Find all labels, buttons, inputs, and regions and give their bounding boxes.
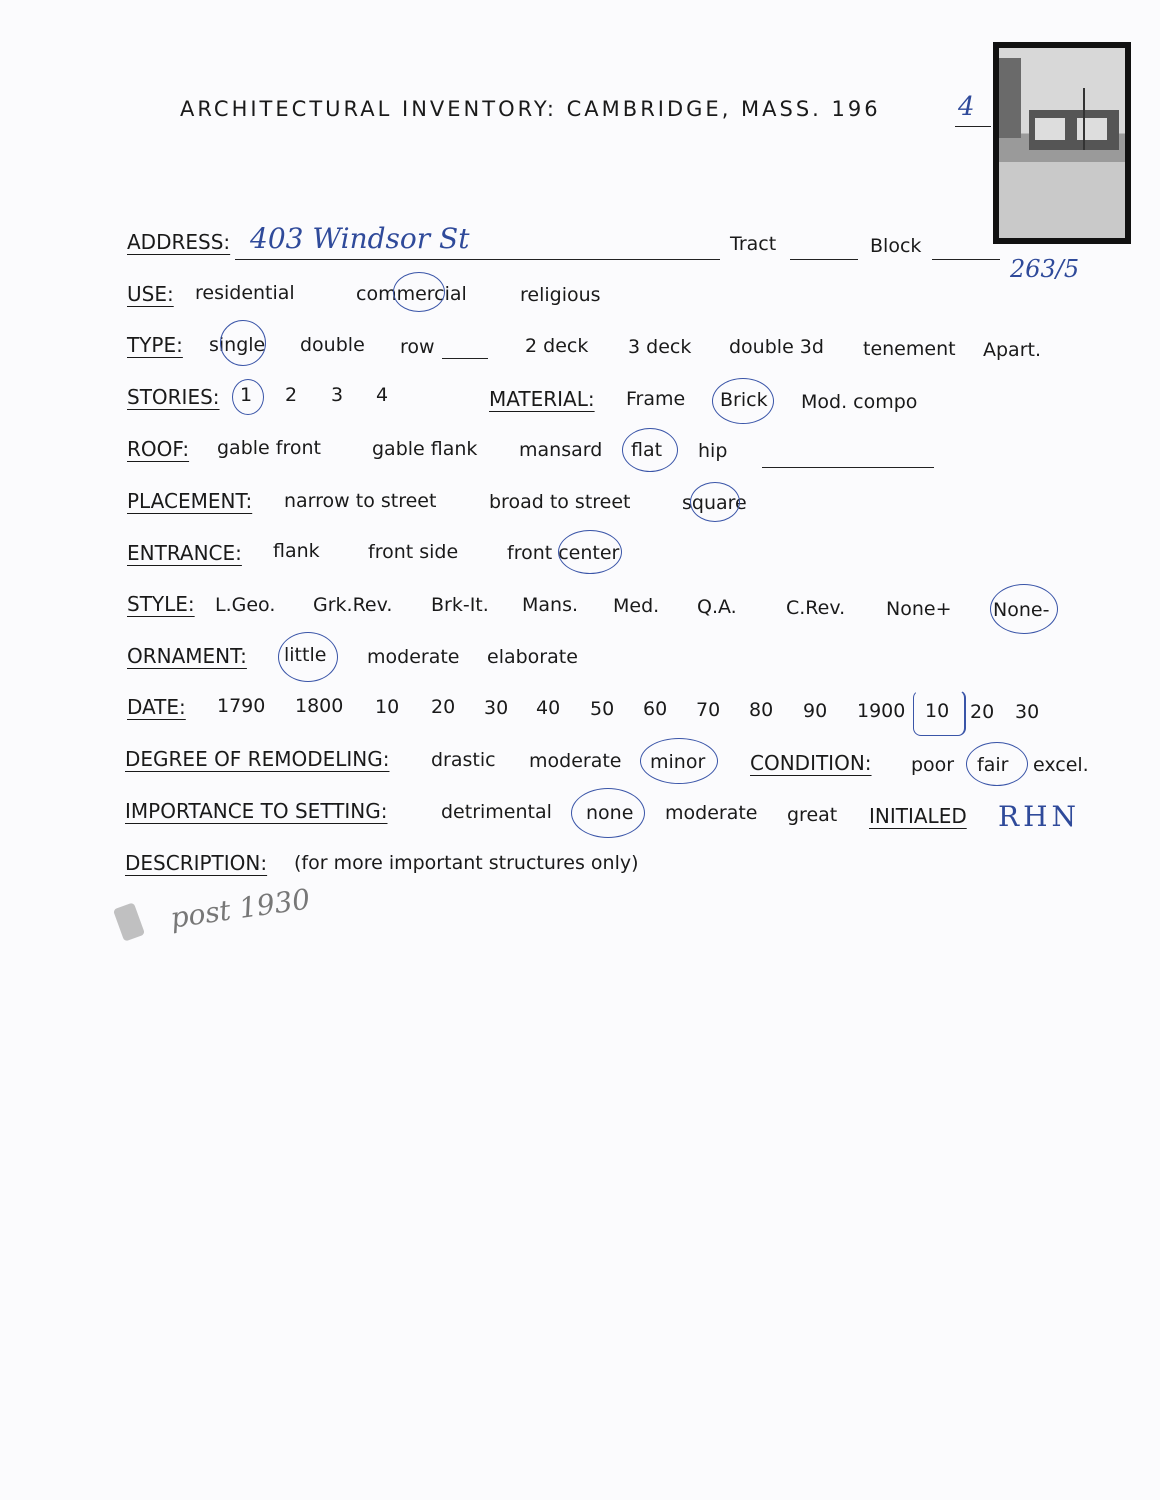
date-option-1930: 30: [1015, 701, 1040, 723]
style-option-mans: Mans.: [522, 594, 579, 616]
entrance-option-front-side: front side: [368, 541, 459, 563]
date-option-1830: 30: [484, 697, 509, 719]
importance-option-great: great: [787, 804, 838, 826]
use-option-commercial: commercial: [356, 283, 467, 305]
selection-circle-stories: [232, 379, 264, 415]
building-photo: [993, 42, 1131, 244]
condition-label: CONDITION:: [750, 751, 872, 775]
date-option-1900: 1900: [857, 700, 906, 722]
style-option-grkrev: Grk.Rev.: [313, 594, 393, 616]
roof-option-hip: hip: [698, 440, 728, 462]
selection-circle-ornament: [278, 632, 338, 682]
placement-option-narrow: narrow to street: [284, 490, 437, 512]
selection-bracket-date: [913, 690, 966, 736]
date-option-1790: 1790: [217, 695, 266, 717]
date-option-1910: 10: [925, 700, 950, 722]
date-option-1920: 20: [970, 701, 995, 723]
type-option-double: double: [300, 334, 365, 356]
remodeling-option-drastic: drastic: [431, 749, 496, 771]
date-option-1860: 60: [643, 698, 668, 720]
stories-option-3: 3: [331, 384, 344, 406]
entrance-label: ENTRANCE:: [127, 541, 242, 565]
stories-option-4: 4: [376, 384, 389, 406]
use-label: USE:: [127, 282, 174, 306]
type-option-apart: Apart.: [983, 339, 1042, 361]
entrance-option-front-center: front center: [507, 542, 620, 564]
date-option-1840: 40: [536, 697, 561, 719]
placement-option-square: square: [682, 492, 747, 514]
ornament-option-moderate: moderate: [367, 646, 460, 668]
block-value: 263/5: [1010, 255, 1080, 283]
entrance-option-flank: flank: [273, 540, 320, 562]
date-option-1870: 70: [696, 699, 721, 721]
year-digit: 4: [958, 92, 975, 122]
description-note: (for more important structures only): [294, 852, 639, 874]
date-option-1850: 50: [590, 698, 615, 720]
pencil-mark: [113, 902, 145, 941]
selection-circle-roof: [622, 428, 678, 472]
roof-option-gable-front: gable front: [217, 437, 321, 459]
type-option-single: single: [209, 334, 266, 356]
type-option-tenement: tenement: [863, 338, 956, 360]
selection-circle-placement: [690, 482, 740, 522]
description-handwritten: post 1930: [168, 882, 313, 935]
stories-option-1: 1: [240, 384, 253, 406]
style-option-med: Med.: [613, 595, 660, 617]
placement-label: PLACEMENT:: [127, 489, 253, 513]
style-option-none-plus: None+: [886, 598, 952, 620]
stories-option-2: 2: [285, 384, 298, 406]
placement-option-broad: broad to street: [489, 491, 631, 513]
date-option-1800: 1800: [295, 695, 344, 717]
style-option-lgeo: L.Geo.: [215, 594, 276, 616]
style-label: STYLE:: [127, 592, 195, 616]
initialed-value: RHN: [998, 800, 1080, 833]
style-option-none-minus: None-: [993, 599, 1050, 621]
type-option-row: row: [400, 336, 435, 358]
remodeling-option-minor: minor: [650, 751, 706, 773]
style-option-crev: C.Rev.: [786, 597, 846, 619]
material-option-frame: Frame: [626, 388, 686, 410]
selection-circle-condition: [966, 742, 1028, 786]
selection-circle-material: [712, 378, 774, 424]
ornament-option-little: little: [284, 644, 327, 666]
remodeling-option-moderate: moderate: [529, 750, 622, 772]
address-value: 403 Windsor St: [250, 222, 470, 255]
selection-circle-importance: [571, 788, 645, 838]
roof-option-flat: flat: [631, 439, 663, 461]
importance-option-moderate: moderate: [665, 802, 758, 824]
roof-option-gable-flank: gable flank: [372, 438, 478, 460]
importance-option-detrimental: detrimental: [441, 801, 552, 823]
material-option-brick: Brick: [720, 389, 768, 411]
importance-option-none: none: [586, 802, 634, 824]
condition-option-poor: poor: [911, 754, 955, 776]
tract-label: Tract: [730, 233, 777, 255]
type-option-2-deck: 2 deck: [525, 335, 589, 357]
type-option-double-3d: double 3d: [729, 336, 824, 358]
ornament-option-elaborate: elaborate: [487, 646, 578, 668]
use-option-religious: religious: [520, 284, 601, 306]
selection-circle-type: [220, 320, 266, 366]
use-option-residential: residential: [195, 282, 295, 304]
date-option-1810: 10: [375, 696, 400, 718]
remodeling-label: DEGREE OF REMODELING:: [125, 747, 390, 771]
block-label: Block: [870, 235, 922, 257]
selection-circle-use: [393, 272, 445, 312]
material-option-mod-compo: Mod. compo: [801, 391, 918, 413]
initialed-label: INITIALED: [869, 804, 967, 828]
date-option-1890: 90: [803, 700, 828, 722]
selection-circle-remodeling: [640, 738, 718, 784]
description-label: DESCRIPTION:: [125, 851, 268, 875]
type-option-3-deck: 3 deck: [628, 336, 692, 358]
importance-label: IMPORTANCE TO SETTING:: [125, 799, 388, 823]
stories-label: STORIES:: [127, 385, 220, 409]
type-label: TYPE:: [127, 333, 183, 357]
selection-circle-style: [990, 584, 1058, 634]
selection-circle-entrance: [558, 530, 622, 574]
form-title: ARCHITECTURAL INVENTORY: CAMBRIDGE, MASS. 196: [180, 97, 881, 121]
date-option-1880: 80: [749, 699, 774, 721]
condition-option-excel: excel.: [1033, 754, 1089, 776]
condition-option-fair: fair: [977, 754, 1009, 776]
roof-label: ROOF:: [127, 437, 190, 461]
date-label: DATE:: [127, 695, 186, 719]
roof-option-mansard: mansard: [519, 439, 603, 461]
address-label: ADDRESS:: [127, 230, 231, 254]
style-option-qa: Q.A.: [697, 596, 737, 618]
date-option-1820: 20: [431, 696, 456, 718]
style-option-brkit: Brk-It.: [431, 594, 489, 616]
material-label: MATERIAL:: [489, 387, 595, 411]
ornament-label: ORNAMENT:: [127, 644, 247, 668]
